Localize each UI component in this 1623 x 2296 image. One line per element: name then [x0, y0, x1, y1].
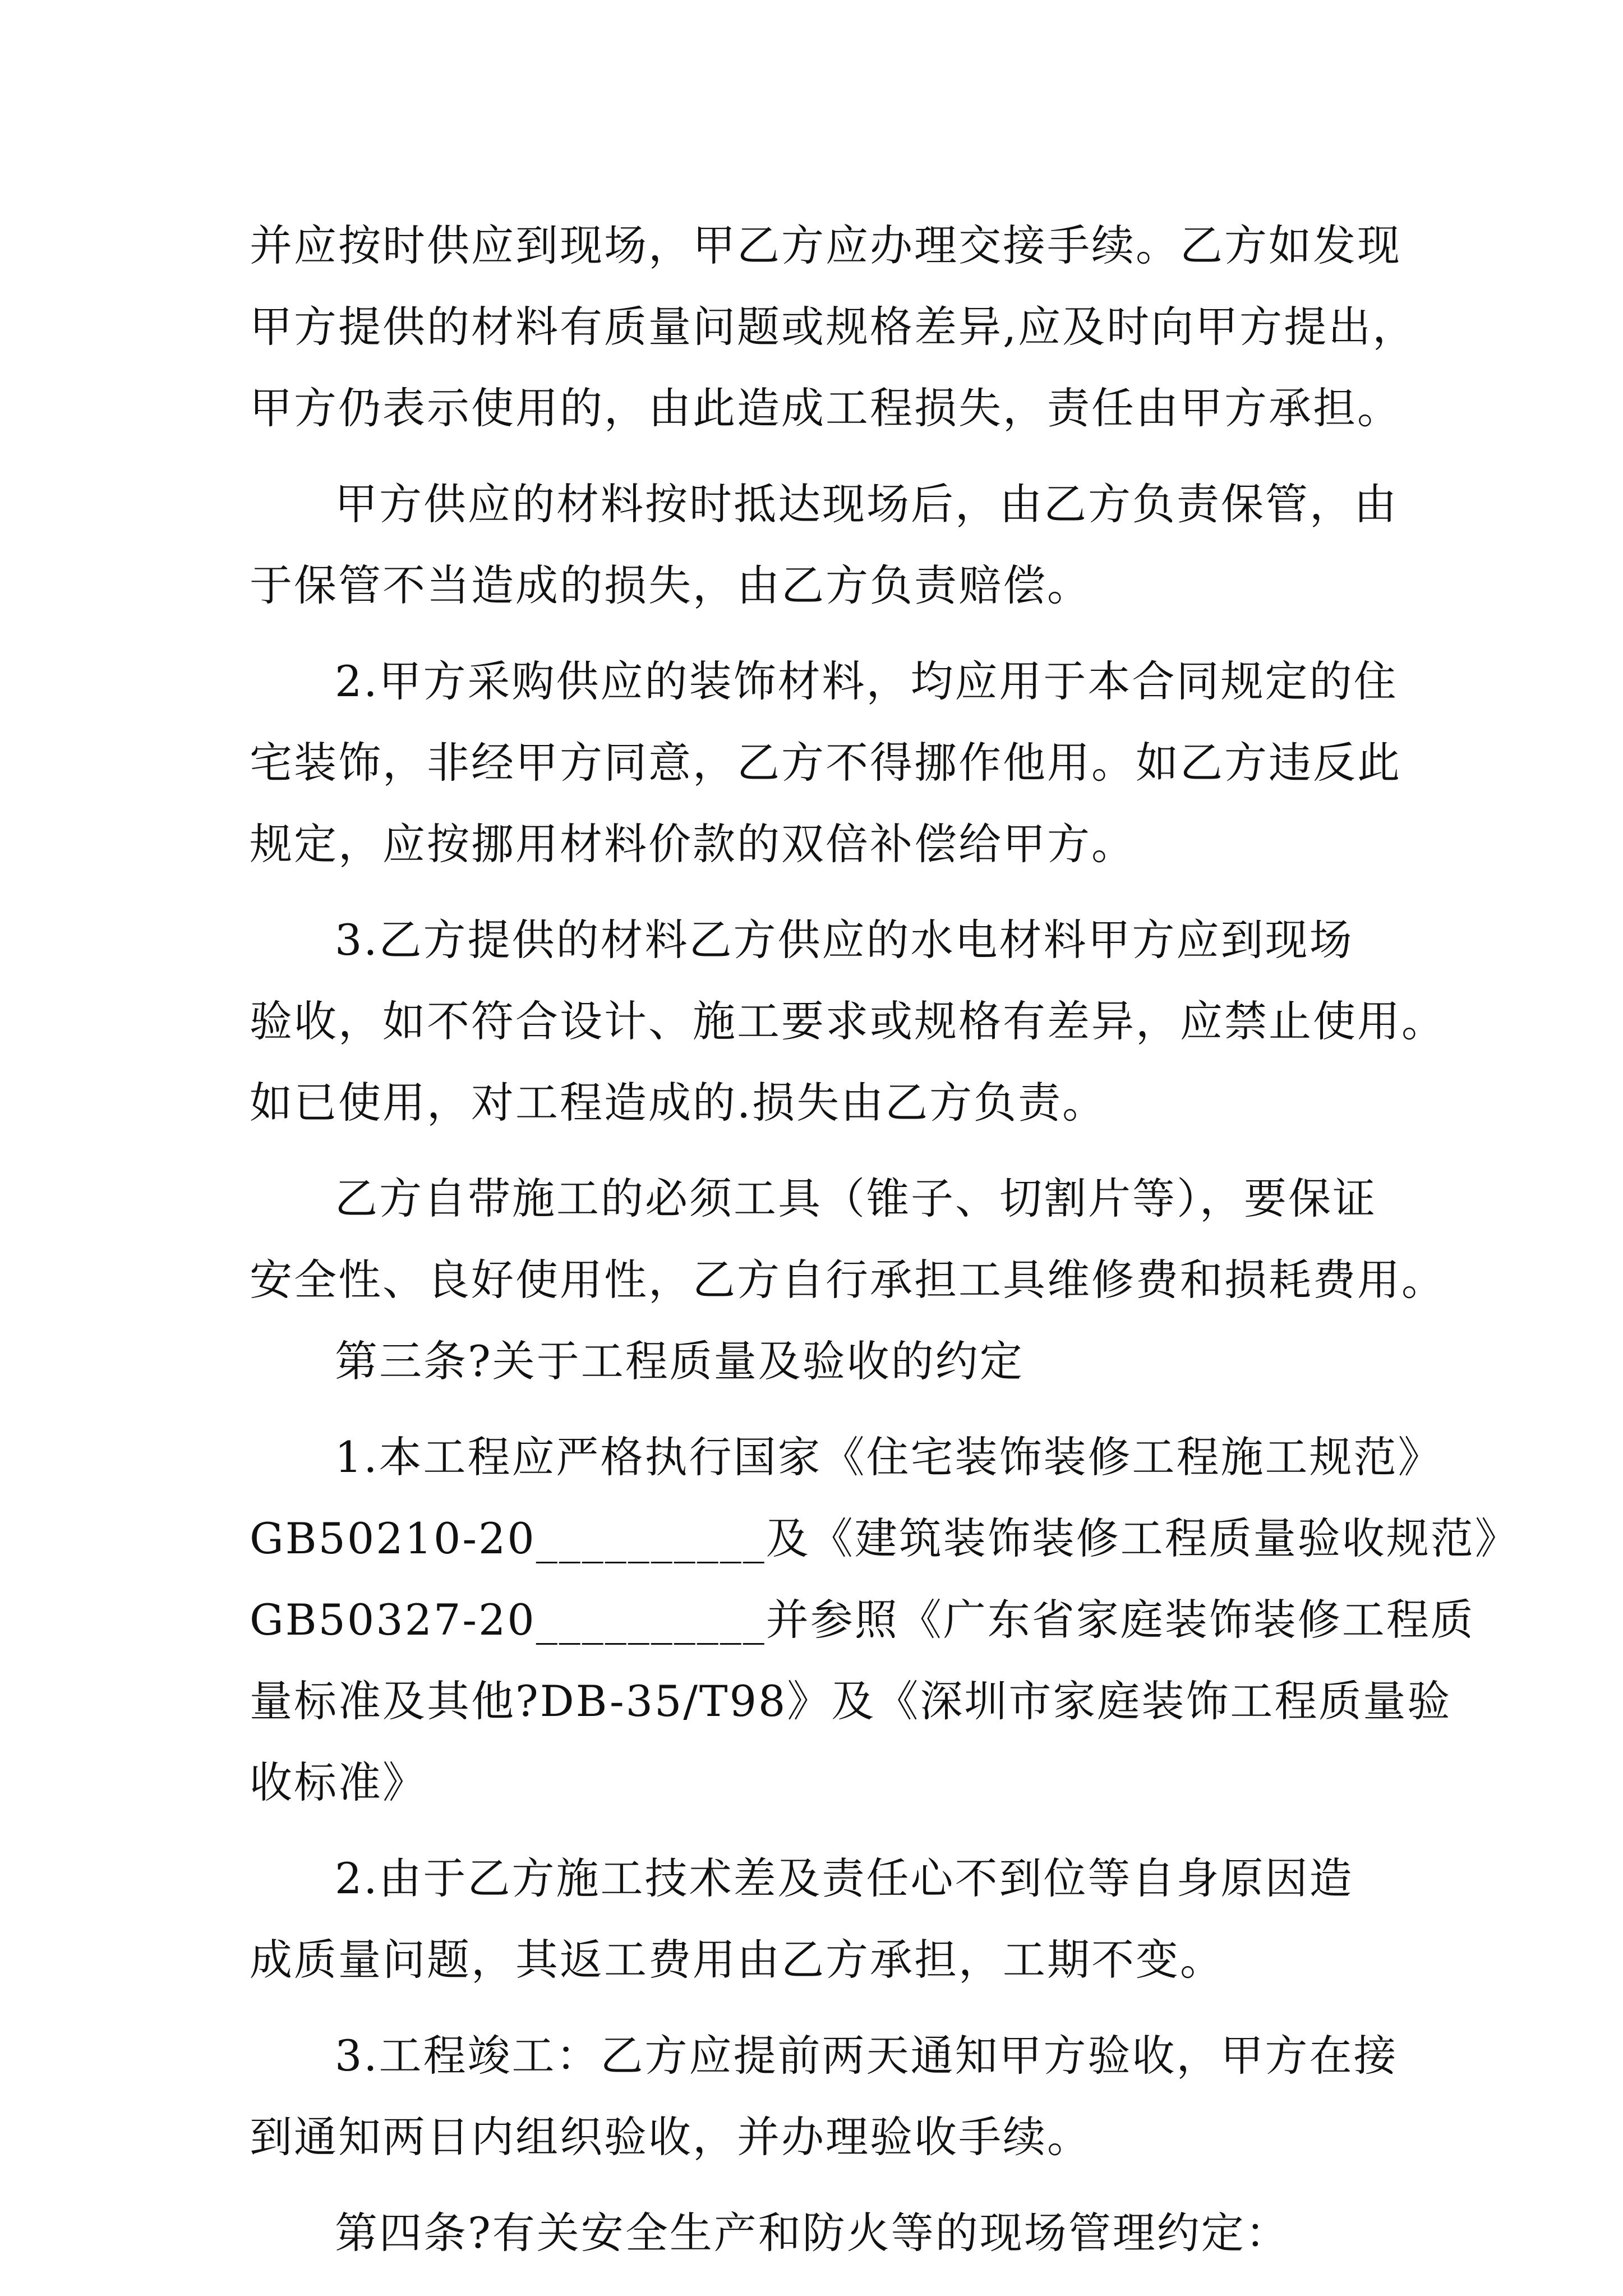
paragraph-clause-2 — [250, 641, 1416, 885]
text-line: 验收，如不符合设计、施工要求或规格有差异，应禁止使用。 — [250, 996, 1446, 1046]
section-heading-article-3 — [250, 1320, 1416, 1402]
heading-line: 第三条?关于工程质量及验收的约定 — [335, 1336, 1024, 1386]
text-line: GB50210-20__________及《建筑装饰装修工程质量验收规范》 — [250, 1513, 1519, 1563]
document-body — [250, 205, 1519, 2274]
text-line: 成质量问题，其返工费用由乙方承担，工期不变。 — [250, 1935, 1224, 1985]
paragraph-rework — [250, 1838, 1416, 2000]
text-line: 2.甲方采购供应的装饰材料，均应用于本合同规定的住 — [335, 656, 1398, 706]
text-line: 收标准》 — [250, 1757, 427, 1807]
heading-line: 第四条?有关安全生产和防火等的现场管理约定： — [335, 2208, 1290, 2258]
paragraph-material-handover — [250, 205, 1416, 449]
text-line: 甲方供应的材料按时抵达现场后，由乙方负责保管，由 — [335, 479, 1398, 529]
text-line: 2.由于乙方施工技术差及责任心不到位等自身原因造 — [335, 1853, 1354, 1903]
paragraph-clause-3 — [250, 899, 1446, 1143]
text-line: GB50327-20__________并参照《广东省家庭装饰装修工程质 — [250, 1595, 1475, 1645]
text-line: 宅装饰，非经甲方同意，乙方不得挪作他用。如乙方违反此 — [250, 738, 1401, 788]
paragraph-standards — [250, 1416, 1519, 1823]
text-line: 规定，应按挪用材料价款的双倍补偿给甲方。 — [250, 819, 1136, 869]
text-line: 甲方仍表示使用的，由此造成工程损失，责任由甲方承担。 — [250, 383, 1401, 433]
text-line: 量标准及其他?DB-35/T98》及《深圳市家庭装饰工程质量验 — [250, 1676, 1452, 1726]
text-line: 乙方自带施工的必须工具（锥子、切割片等），要保证 — [335, 1174, 1377, 1223]
text-line: 如已使用，对工程造成的.损失由乙方负责。 — [250, 1078, 1107, 1128]
paragraph-completion — [250, 2015, 1416, 2178]
text-line: 3.工程竣工：乙方应提前两天通知甲方验收，甲方在接 — [335, 2031, 1398, 2081]
text-line: 1.本工程应严格执行国家《住宅装饰装修工程施工规范》 — [335, 1432, 1442, 1482]
paragraph-tools — [250, 1158, 1446, 1320]
section-heading-article-4 — [250, 2192, 1416, 2274]
text-line: 安全性、良好使用性，乙方自行承担工具维修费和损耗费用。 — [250, 1255, 1446, 1305]
text-line: 于保管不当造成的损失，由乙方负责赔偿。 — [250, 560, 1091, 610]
text-line: 并应按时供应到现场，甲乙方应办理交接手续。乙方如发现 — [250, 220, 1401, 270]
text-line: 甲方提供的材料有质量问题或规格差异,应及时向甲方提出， — [250, 302, 1417, 352]
text-line: 3.乙方提供的材料乙方供应的水电材料甲方应到现场 — [335, 915, 1354, 965]
text-line: 到通知两日内组织验收，并办理验收手续。 — [250, 2112, 1091, 2162]
paragraph-material-storage — [250, 463, 1416, 626]
